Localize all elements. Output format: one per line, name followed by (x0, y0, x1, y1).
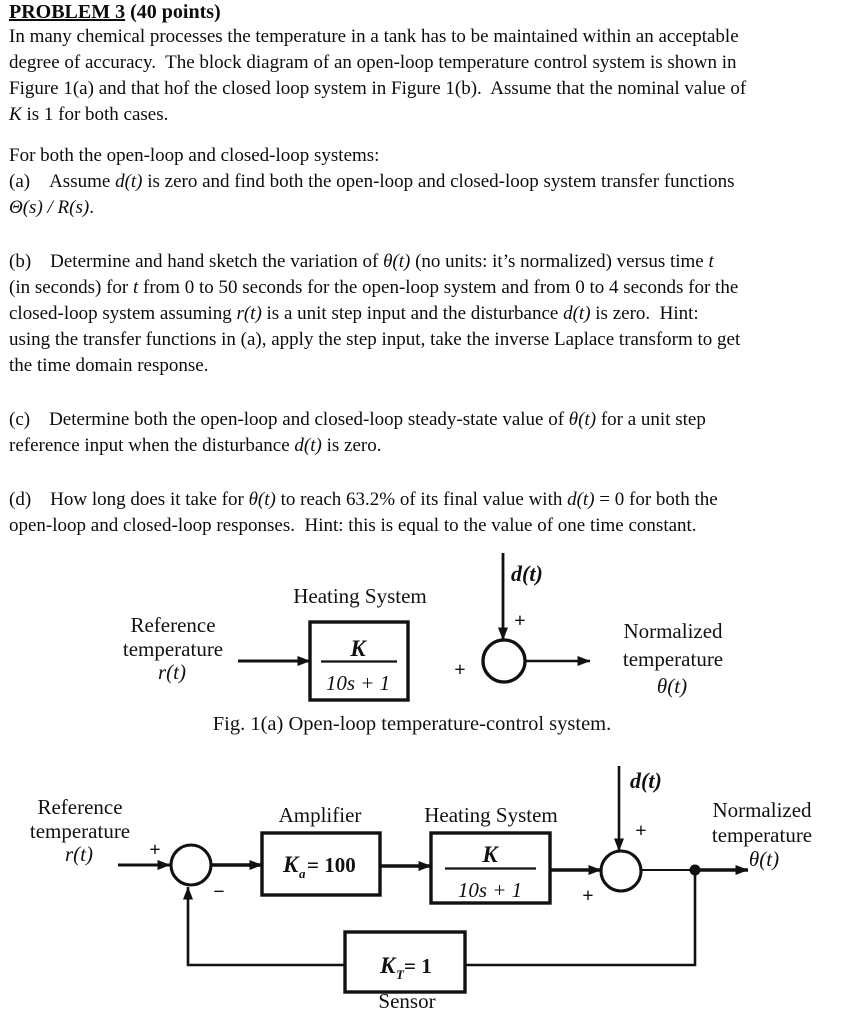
fig-a-output-label-3: θ(t) (656, 674, 688, 698)
fig-b-amp-symbol: K (283, 852, 299, 877)
fig-a-input-label-1: Reference (130, 613, 216, 637)
fig-a-output-label-1: Normalized (623, 619, 723, 643)
fig-b-input-label-2: temperature (29, 819, 131, 843)
fig-b-tf-denominator: 10s + 1 (457, 878, 523, 902)
fig-b-input-label-3: r(t) (65, 842, 93, 866)
fig-b-minus-feedback-sign: − (213, 881, 225, 903)
problem-title (9, 0, 839, 24)
paragraph-part-b: (b) Determine and hand sketch the variation of θ(t) (no units: it’s normalized) versus time t (in seconds) for t from 0 to 50 seconds for the open-loop system and from 0 to 4 seconds for the closed-loop system assuming r(t) is a unit step input and the disturbance d(t) is zero. Hint: using the transfer functions in (a), apply the step input, take the inverse Laplace transform to get the time domain response. (9, 251, 741, 376)
problem-title-heading: PROBLEM 3 (9, 1, 126, 23)
fig-b-amp-subscript: a (299, 866, 306, 881)
fig-b-output-label-1: Normalized (712, 798, 812, 822)
fig-b-tf-numerator: K (482, 842, 498, 867)
fig-a-input-label-2: temperature (122, 637, 224, 661)
fig-b-amp-value: = 100 (307, 853, 356, 877)
fig-b-sensor-symbol: K (380, 953, 396, 978)
fig-b-output-label-3: θ(t) (748, 847, 780, 871)
fig-b-plus-in2-sign: + (582, 885, 594, 907)
fig-b-amplifier-title: Amplifier (278, 803, 362, 827)
fig-a-heating-title: Heating System (293, 584, 427, 608)
fig-b-input-label-1: Reference (37, 795, 123, 819)
fig-b-takeoff-dot (690, 865, 701, 876)
fig-b-plus-in-sign: + (149, 839, 161, 861)
fig-1b-diagram (0, 750, 842, 1024)
fig-b-sensor-value: = 1 (404, 954, 432, 978)
fig-1a-diagram (0, 545, 842, 745)
fig-b-sensor-title: Sensor (378, 989, 436, 1013)
paragraph-part-a: (a) Assume d(t) is zero and find both the open-loop and closed-loop system transfer functions Θ(s) / R(s). (9, 171, 735, 218)
fig-b-sensor-subscript: T (396, 967, 404, 982)
fig-b-disturbance-label: d(t) (630, 768, 662, 793)
paragraph-systems-note: For both the open-loop and closed-loop systems: (9, 145, 380, 166)
fig-b-summing-junction-2 (601, 851, 641, 891)
paragraph-part-c: (c) Determine both the open-loop and closed-loop steady-state value of θ(t) for a unit step reference input when the disturbance d(t) is zero. (9, 409, 706, 456)
fig-a-input-label-3: r(t) (158, 660, 186, 684)
fig-b-summing-junction-1 (171, 845, 211, 885)
paragraph-intro: In many chemical processes the temperature in a tank has to be maintained within an acceptable degree of accuracy. The block diagram of an open-loop temperature control system is shown in Figure 1(a) and that hof the closed loop system in Figure 1(b). Assume that the nominal value of K is 1 for both cases. (9, 26, 747, 125)
fig-a-disturbance-label: d(t) (511, 561, 543, 586)
problem-statement (9, 0, 839, 539)
fig-a-plus-in-sign: + (454, 659, 466, 681)
fig-a-tf-denominator: 10s + 1 (325, 671, 391, 695)
fig-b-output-label-2: temperature (711, 823, 813, 847)
fig-b-plus-disturbance-sign: + (635, 820, 647, 842)
fig-a-plus-top-sign: + (514, 610, 526, 632)
fig-a-output-label-2: temperature (622, 647, 724, 671)
paragraph-part-d: (d) How long does it take for θ(t) to reach 63.2% of its final value with d(t) = 0 for both the open-loop and closed-loop responses. Hint: this is equal to the value of one time constant. (9, 489, 718, 536)
problem-title-points: (40 points) (125, 1, 221, 23)
fig-a-summing-junction (483, 640, 525, 682)
fig-b-heating-title: Heating System (424, 803, 558, 827)
fig-a-tf-numerator: K (350, 636, 366, 661)
fig-a-caption: Fig. 1(a) Open-loop temperature-control system. (212, 713, 612, 735)
